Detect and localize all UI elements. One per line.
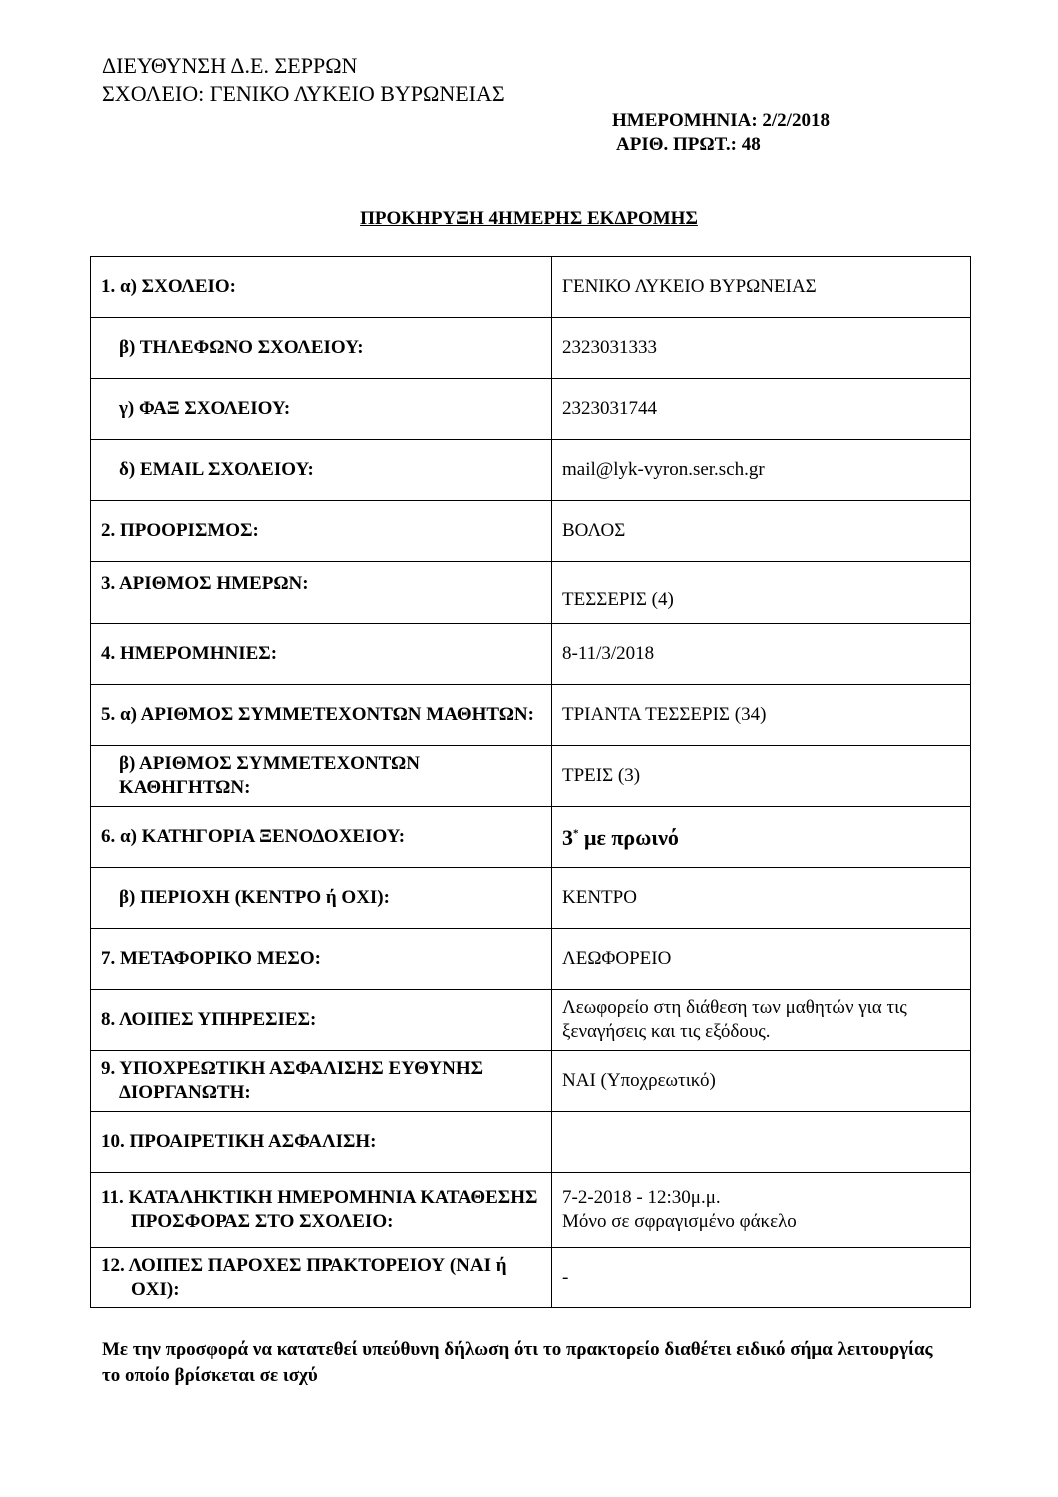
- table-row: [91, 501, 971, 562]
- row-label-fax: γ) ΦΑΞ ΣΧΟΛΕΙΟΥ:: [91, 379, 552, 440]
- row-label-agency-extras: 12. ΛΟΙΠΕΣ ΠΑΡΟΧΕΣ ΠΡΑΚΤΟΡΕΙΟΥ (ΝΑΙ ή ΟΧΙ):: [91, 1248, 552, 1308]
- table-row: [91, 624, 971, 685]
- hotel-board: με πρωινό: [578, 825, 679, 851]
- row-value-optional-insurance: [552, 1112, 971, 1173]
- row-value-destination: ΒΟΛΟΣ: [552, 501, 971, 562]
- row-label-dates: 4. ΗΜΕΡΟΜΗΝΙΕΣ:: [91, 624, 552, 685]
- row-value-hotel-category: [552, 807, 971, 868]
- table-row: [91, 379, 971, 440]
- row-label-phone: β) ΤΗΛΕΦΩΝΟ ΣΧΟΛΕΙΟΥ:: [91, 318, 552, 379]
- row-label-email: δ) EMAIL ΣΧΟΛΕΙΟΥ:: [91, 440, 552, 501]
- row-value-school: ΓΕΝΙΚΟ ΛΥΚΕΙΟ ΒΥΡΩΝΕΙΑΣ: [552, 257, 971, 318]
- row-label-school: 1. α) ΣΧΟΛΕΙΟ:: [91, 257, 552, 318]
- table-row: [91, 929, 971, 990]
- school-heading: ΣΧΟΛΕΙΟ: ΓΕΝΙΚΟ ΛΥΚΕΙΟ ΒΥΡΩΝΕΙΑΣ: [102, 81, 505, 106]
- table-row: [91, 868, 971, 929]
- row-value-days: ΤΕΣΣΕΡΙΣ (4): [552, 562, 971, 624]
- row-label-students: 5. α) ΑΡΙΘΜΟΣ ΣΥΜΜΕΤΕΧΟΝΤΩΝ ΜΑΘΗΤΩΝ:: [91, 685, 552, 746]
- row-value-services: Λεωφορείο στη διάθεση των μαθητών για τις ξεναγήσεις και τις εξόδους.: [552, 990, 971, 1051]
- star-mark: *: [573, 827, 579, 840]
- row-label-destination: 2. ΠΡΟΟΡΙΣΜΟΣ:: [91, 501, 552, 562]
- table-row: [91, 685, 971, 746]
- directorate-heading: ΔΙΕΥΘΥΝΣΗ Δ.Ε. ΣΕΡΡΩΝ: [102, 53, 358, 78]
- table-row: [91, 257, 971, 318]
- deadline-note: Μόνο σε σφραγισμένο φάκελο: [562, 1211, 797, 1232]
- row-value-phone: 2323031333: [552, 318, 971, 379]
- row-value-dates: 8-11/3/2018: [552, 624, 971, 685]
- table-row: [91, 318, 971, 379]
- row-value-deadline: [552, 1173, 971, 1248]
- row-label-deadline: 11. ΚΑΤΑΛΗΚΤΙΚΗ ΗΜΕΡΟΜΗΝΙΑ ΚΑΤΑΘΕΣΗΣ ΠΡΟΣΦΟΡΑΣ ΣΤΟ ΣΧΟΛΕΙΟ:: [91, 1173, 552, 1248]
- row-label-hotel-category: 6. α) ΚΑΤΗΓΟΡΙΑ ΞΕΝΟΔΟΧΕΙΟΥ:: [91, 807, 552, 868]
- document-date: ΗΜΕΡΟΜΗΝΙΑ: 2/2/2018: [612, 110, 830, 131]
- table-row: [91, 1051, 971, 1112]
- table-row: [91, 1173, 971, 1248]
- row-label-area: β) ΠΕΡΙΟΧΗ (ΚΕΝΤΡΟ ή ΟΧΙ):: [91, 868, 552, 929]
- row-value-students: ΤΡΙΑΝΤΑ ΤΕΣΣΕΡΙΣ (34): [552, 685, 971, 746]
- trip-details-table: [90, 256, 971, 1308]
- table-row: [91, 562, 971, 624]
- page-title: ΠΡΟΚΗΡΥΞΗ 4ΗΜΕΡΗΣ ΕΚΔΡΟΜΗΣ: [360, 208, 698, 229]
- footer-note: Με την προσφορά να κατατεθεί υπεύθυνη δήλωση ότι το πρακτορείο διαθέτει ειδικό σήμα λειτουργίας το οποίο βρίσκεται σε ισχύ: [102, 1339, 933, 1386]
- protocol-number: ΑΡΙΘ. ΠΡΩΤ.: 48: [616, 134, 761, 155]
- row-value-teachers: ΤΡΕΙΣ (3): [552, 746, 971, 807]
- hotel-stars: 3: [562, 825, 573, 851]
- row-value-email: mail@lyk-vyron.ser.sch.gr: [552, 440, 971, 501]
- row-value-fax: 2323031744: [552, 379, 971, 440]
- row-value-agency-extras: -: [552, 1248, 971, 1308]
- table-row: [91, 746, 971, 807]
- row-value-insurance: ΝΑΙ (Υποχρεωτικό): [552, 1051, 971, 1112]
- row-label-transport: 7. ΜΕΤΑΦΟΡΙΚΟ ΜΕΣΟ:: [91, 929, 552, 990]
- row-value-transport: ΛΕΩΦΟΡΕΙΟ: [552, 929, 971, 990]
- table-row: [91, 440, 971, 501]
- row-label-days: 3. ΑΡΙΘΜΟΣ ΗΜΕΡΩΝ:: [91, 562, 552, 624]
- row-label-optional-insurance: 10. ΠΡΟΑΙΡΕΤΙΚΗ ΑΣΦΑΛΙΣΗ:: [91, 1112, 552, 1173]
- row-label-insurance: 9. ΥΠΟΧΡΕΩΤΙΚΗ ΑΣΦΑΛΙΣΗΣ ΕΥΘΥΝΗΣ ΔΙΟΡΓΑΝΩΤΗ:: [91, 1051, 552, 1112]
- table-row: [91, 1112, 971, 1173]
- row-label-teachers: β) ΑΡΙΘΜΟΣ ΣΥΜΜΕΤΕΧΟΝΤΩΝ ΚΑΘΗΓΗΤΩΝ:: [91, 746, 552, 807]
- deadline-date: 7-2-2018 - 12:30μ.μ.: [562, 1187, 721, 1208]
- row-value-area: ΚΕΝΤΡΟ: [552, 868, 971, 929]
- table-row: [91, 1248, 971, 1308]
- table-row: [91, 807, 971, 868]
- row-label-services: 8. ΛΟΙΠΕΣ ΥΠΗΡΕΣΙΕΣ:: [91, 990, 552, 1051]
- table-row: [91, 990, 971, 1051]
